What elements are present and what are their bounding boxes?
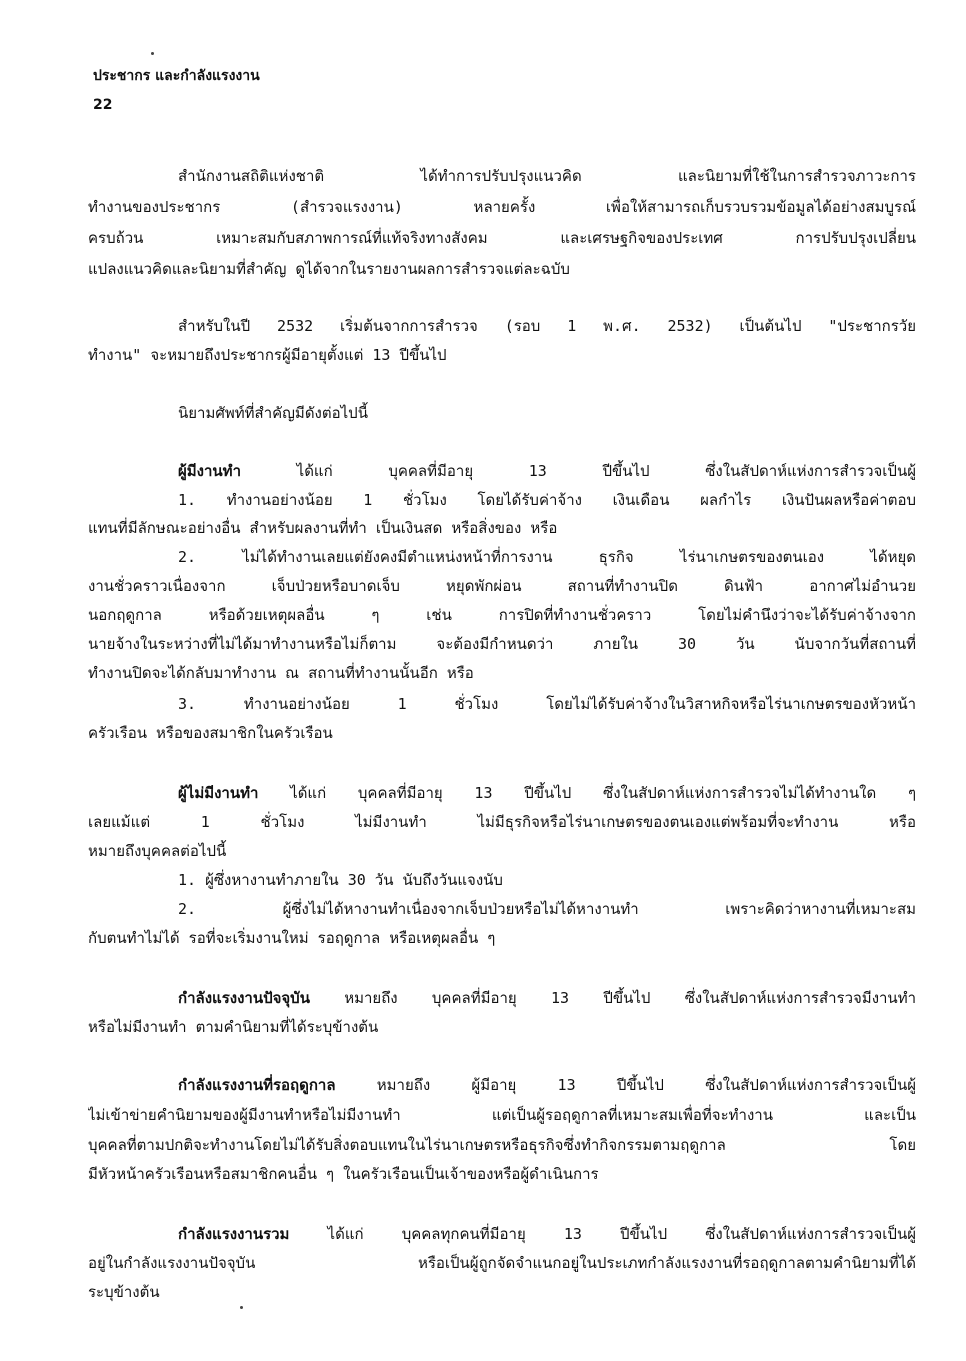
seasonal-labor-force-line: ไม่เข้าข่ายคำนิยามของผู้มีงานทำหรือไม่มีงานทำ แต่เป็นผู้รอฤดูกาลที่เหมาะสมเพื่อที่จะทำงาน และเป็น: [88, 1106, 916, 1124]
unemployed-line: เลยแม้แต่ 1 ชั่วโมง ไม่มีงานทำ ไม่มีธุรกิจหรือไร่นาเกษตรของตนเองแต่พร้อมที่จะทำงาน หรือ: [88, 813, 916, 831]
employed-term: ผู้มีงานทำ: [178, 462, 241, 480]
current-labor-force-definition: [178, 984, 916, 1012]
employed-item-line: นอกฤดูกาล หรือด้วยเหตุผลอื่น ๆ เช่น การปิดที่ทำงานชั่วคราว โดยไม่คำนึงว่าจะได้รับค่าจ้างจาก: [88, 606, 916, 624]
total-labor-force-term: กำลังแรงงานรวม: [178, 1225, 290, 1243]
running-header-title: ประชากร และกำลังแรงงาน: [93, 68, 260, 84]
total-labor-force-line: อยู่ในกำลังแรงงานปัจจุบัน หรือเป็นผู้ถูกจัดจำแนกอยู่ในประเภทกำลังแรงงานที่รอฤดูกาลตามคำนิยามที่ได้: [88, 1254, 916, 1272]
current-labor-force-term: กำลังแรงงานปัจจุบัน: [178, 989, 310, 1007]
employed-item-line: 3. ทำงานอย่างน้อย 1 ชั่วโมง โดยไม่ได้รับค่าจ้างในวิสาหกิจหรือไร่นาเกษตรของหัวหน้า: [178, 695, 916, 713]
intro-line: ทำงานของประชากร (สำรวจแรงงาน) หลายครั้ง เพื่อให้สามารถเก็บรวบรวมข้อมูลได้อย่างสมบูรณ์: [88, 198, 916, 216]
employed-item-line: แทนที่มีลักษณะอย่างอื่น สำหรับผลงานที่ทำ เป็นเงินสด หรือสิ่งของ หรือ: [88, 519, 558, 537]
intro-line: สำนักงานสถิติแห่งชาติ ได้ทำการปรับปรุงแนวคิด และนิยามที่ใช้ในการสำรวจภาวะการ: [178, 167, 916, 185]
total-labor-force-line: ระบุข้างต้น: [88, 1283, 160, 1301]
employed-item-line: นายจ้างในระหว่างที่ไม่ได้มาทำงานหรือไม่ก็ตาม จะต้องมีกำหนดว่า ภายใน 30 วัน นับจากวันที่สถานที่: [88, 635, 916, 653]
scan-speck: [240, 1306, 243, 1309]
unemployed-term: ผู้ไม่มีงานทำ: [178, 784, 259, 802]
definitions-heading: นิยามศัพท์ที่สำคัญมีดังต่อไปนี้: [178, 404, 368, 422]
scan-speck: [151, 52, 154, 55]
unemployed-line: หมายถึงบุคคลต่อไปนี้: [88, 842, 227, 860]
unemployed-item-line: 1. ผู้ซึ่งหางานทำภายใน 30 วัน นับถึงวันแจงนับ: [178, 871, 503, 889]
seasonal-labor-force-line: มีหัวหน้าครัวเรือนหรือสมาชิกคนอื่น ๆ ในครัวเรือนเป็นเจ้าของหรือผู้ดำเนินการ: [88, 1165, 599, 1183]
total-labor-force-lead: ได้แก่ บุคคลทุกคนที่มีอายุ 13 ปีขึ้นไป ซึ่งในสัปดาห์แห่งการสำรวจเป็นผู้: [289, 1225, 916, 1243]
employed-item-line: 1. ทำงานอย่างน้อย 1 ชั่วโมง โดยได้รับค่าจ้าง เงินเดือน ผลกำไร เงินปันผลหรือค่าตอบ: [178, 491, 916, 509]
current-labor-force-line: หรือไม่มีงานทำ ตามคำนิยามที่ได้ระบุข้างต้น: [88, 1018, 379, 1036]
year-note-line: สำหรับในปี 2532 เริ่มต้นจากการสำรวจ (รอบ 1 พ.ศ. 2532) เป็นต้นไป "ประชากรวัย: [178, 317, 916, 335]
page-number: 22: [93, 97, 113, 113]
employed-item-line: งานชั่วคราวเนื่องจาก เจ็บป่วยหรือบาดเจ็บ หยุดพักผ่อน สถานที่ทำงานปิด ดินฟ้า อากาศไม่อำนวย: [88, 577, 916, 595]
seasonal-labor-force-definition: [178, 1071, 916, 1099]
unemployed-definition: [178, 779, 916, 807]
total-labor-force-definition: [178, 1220, 916, 1248]
seasonal-labor-force-term: กำลังแรงงานที่รอฤดูกาล: [178, 1076, 336, 1094]
intro-line: ครบถ้วน เหมาะสมกับสภาพการณ์ที่แท้จริงทางสังคม และเศรษฐกิจของประเทศ การปรับปรุงเปลี่ยน: [88, 229, 916, 247]
current-labor-force-lead: หมายถึง บุคคลที่มีอายุ 13 ปีขึ้นไป ซึ่งในสัปดาห์แห่งการสำรวจมีงานทำ: [309, 989, 916, 1007]
employed-item-line: ทำงานปิดจะได้กลับมาทำงาน ณ สถานที่ทำงานนั้นอีก หรือ: [88, 664, 474, 682]
year-note-line: ทำงาน" จะหมายถึงประชากรผู้มีอายุตั้งแต่ 13 ปีขึ้นไป: [88, 346, 447, 364]
employed-lead: ได้แก่ บุคคลที่มีอายุ 13 ปีขึ้นไป ซึ่งในสัปดาห์แห่งการสำรวจเป็นผู้: [241, 462, 916, 480]
seasonal-labor-force-lead: หมายถึง ผู้มีอายุ 13 ปีขึ้นไป ซึ่งในสัปดาห์แห่งการสำรวจเป็นผู้: [335, 1076, 916, 1094]
employed-definition: [178, 457, 916, 485]
unemployed-lead: ได้แก่ บุคคลที่มีอายุ 13 ปีขึ้นไป ซึ่งในสัปดาห์แห่งการสำรวจไม่ได้ทำงานใด ๆ: [258, 784, 916, 802]
employed-item-line: 2. ไม่ได้ทำงานเลยแต่ยังคงมีตำแหน่งหน้าที่การงาน ธุรกิจ ไร่นาเกษตรของตนเอง ได้หยุด: [178, 548, 916, 566]
unemployed-item-line: 2. ผู้ซึ่งไม่ได้หางานทำเนื่องจากเจ็บป่วยหรือไม่ได้หางานทำ เพราะคิดว่าหางานที่เหมาะสม: [178, 900, 916, 918]
intro-line: แปลงแนวคิดและนิยามที่สำคัญ ดูได้จากในรายงานผลการสำรวจแต่ละฉบับ: [88, 260, 570, 278]
seasonal-labor-force-line: บุคคลที่ตามปกติจะทำงานโดยไม่ได้รับสิ่งตอบแทนในไร่นาเกษตรหรือธุรกิจซึ่งทำกิจกรรมตามฤดูกาล โดย: [88, 1136, 916, 1154]
unemployed-item-line: กับตนทำไม่ได้ รอที่จะเริ่มงานใหม่ รอฤดูกาล หรือเหตุผลอื่น ๆ: [88, 929, 496, 947]
employed-item-line: ครัวเรือน หรือของสมาชิกในครัวเรือน: [88, 724, 333, 742]
